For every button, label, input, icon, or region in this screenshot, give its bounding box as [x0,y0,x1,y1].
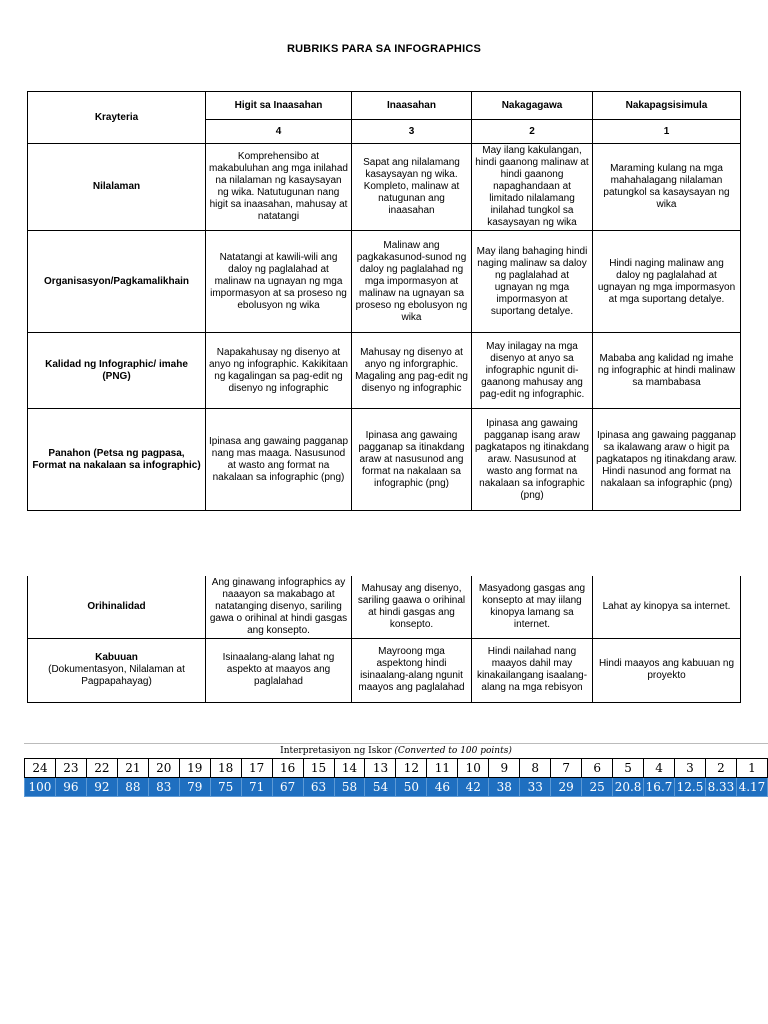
rubric-cell: Komprehensibo at makabuluhan ang mga inilahad na nilalaman ng kasaysayan ng wika. Natutugunan nang higit sa inaasahan, mahusay at natatangi [206,144,352,231]
raw-score-cell: 13 [365,759,396,778]
raw-score-cell: 22 [86,759,117,778]
criterion-subtitle: (Dokumentasyon, Nilalaman at Pagpapahayag) [48,664,185,687]
rubric-cell: Ipinasa ang gawaing pagganap nang mas maaga. Nasusunod at wasto ang format na nakalaan sa infographic (png) [206,409,352,511]
points-header: 4 [206,120,352,144]
rubric-cell: Napakahusay ng disenyo at anyo ng infographic. Kakikitaan ng kagalingan sa pag-edit ng disenyo ng infographic [206,333,352,409]
level-header: Nakapagsisimula [593,92,741,120]
criterion-label: Orihinalidad [28,576,206,638]
level-header: Nakagagawa [472,92,593,120]
rubric-cell: Hindi nailahad nang maayos dahil may kinakailangang isaalang-alang na mga rebisyon [472,638,593,702]
converted-score-cell: 4.17 [736,778,767,797]
raw-score-cell: 17 [241,759,272,778]
raw-score-cell: 23 [55,759,86,778]
converted-score-cell: 16.7 [644,778,675,797]
converted-score-cell: 75 [210,778,241,797]
raw-score-cell: 14 [334,759,365,778]
level-header: Higit sa Inaasahan [206,92,352,120]
converted-score-cell: 50 [396,778,427,797]
table-row [28,144,741,231]
rubric-cell: Masyadong gasgas ang konsepto at may iilang kinopya lamang sa internet. [472,576,593,638]
rubric-cell: May ilang bahaging hindi naging malinaw sa daloy ng paglalahad at ugnayan ng mga impormasyon at suportang detalye. [472,231,593,333]
converted-score-cell: 63 [303,778,334,797]
criteria-header: Krayteria [28,92,206,144]
raw-score-cell: 3 [675,759,706,778]
raw-score-cell: 1 [736,759,767,778]
rubric-cell: Lahat ay kinopya sa internet. [593,576,741,638]
converted-score-cell: 100 [25,778,56,797]
rubric-cell: May ilang kakulangan, hindi gaanong malinaw at hindi gaanong napaghandaan at limitado nilalamang inilahad tungkol sa kasaysayan ng wika [472,144,593,231]
table-row [28,409,741,511]
rubric-cell: Ang ginawang infographics ay naaayon sa makabago at natatanging disenyo, sariling gawa o orihinal at hindi gasgas ang konsepto. [206,576,352,638]
rubric-cell: Mayroong mga aspektong hindi isinaalang-alang ngunit maayos ang paglalahad [352,638,472,702]
table-row [28,576,741,638]
table-row [28,231,741,333]
raw-score-cell: 12 [396,759,427,778]
raw-score-cell: 19 [179,759,210,778]
raw-score-cell: 24 [25,759,56,778]
rubric-cell: Ipinasa ang gawaing pagganap isang araw pagkatapos ng itinakdang araw. Nasusunod at wasto ang format na nakalaan sa infographic (png) [472,409,593,511]
raw-score-cell: 6 [582,759,613,778]
raw-score-cell: 20 [148,759,179,778]
raw-score-cell: 8 [520,759,551,778]
rubric-cell: Hindi maayos ang kabuuan ng proyekto [593,638,741,702]
converted-score-cell: 71 [241,778,272,797]
rubric-cell: Sapat ang nilalamang kasaysayan ng wika. Kompleto, malinaw at natugunan ang inaasahan [352,144,472,231]
raw-score-cell: 2 [705,759,736,778]
interpretation-note: (Converted to 100 points) [394,746,512,756]
criterion-label: Kalidad ng Infographic/ imahe (PNG) [28,333,206,409]
rubric-cell: Isinaalang-alang lahat ng aspekto at maayos ang paglalahad [206,638,352,702]
converted-score-cell: 92 [86,778,117,797]
rubric-cell: May inilagay na mga disenyo at anyo sa infographic ngunit di-gaanong mahusay ang pag-edit ng infographic. [472,333,593,409]
criterion-label: Panahon (Petsa ng pagpasa, Format na nakalaan sa infographic) [28,409,206,511]
table-row [28,333,741,409]
raw-score-cell: 18 [210,759,241,778]
criterion-label [28,638,206,702]
raw-score-cell: 4 [644,759,675,778]
converted-score-cell: 46 [427,778,458,797]
rubric-cell: Hindi naging malinaw ang daloy ng paglalahad at ugnayan ng mga impormasyon at mga suportang detalye. [593,231,741,333]
score-interpretation-title [24,743,768,758]
converted-score-cell: 83 [148,778,179,797]
points-header: 2 [472,120,593,144]
raw-score-cell: 9 [489,759,520,778]
converted-score-cell: 20.8 [613,778,644,797]
rubric-cell: Mahusay ng disenyo at anyo ng inforgraphic. Magaling ang pag-edit ng disenyo ng infographic [352,333,472,409]
rubric-cell: Malinaw ang pagkakasunod-sunod ng daloy ng paglalahad ng mga impormasyon at malinaw na ugnayan sa proseso ng ebolusyon ng wika [352,231,472,333]
raw-score-cell: 10 [458,759,489,778]
points-header: 3 [352,120,472,144]
criterion-label: Nilalaman [28,144,206,231]
converted-score-cell: 58 [334,778,365,797]
converted-score-cell: 33 [520,778,551,797]
converted-score-row [25,778,768,797]
converted-score-cell: 54 [365,778,396,797]
raw-score-cell: 15 [303,759,334,778]
level-header: Inaasahan [352,92,472,120]
converted-score-cell: 96 [55,778,86,797]
rubric-cell: Natatangi at kawili-wili ang daloy ng paglalahad at malinaw na ugnayan ng mga impormasyon at sa proseso ng ebolusyon ng wika [206,231,352,333]
converted-score-cell: 25 [582,778,613,797]
raw-score-cell: 11 [427,759,458,778]
converted-score-cell: 29 [551,778,582,797]
converted-score-cell: 8.33 [705,778,736,797]
table-row [28,638,741,702]
criterion-label: Organisasyon/Pagkamalikhain [28,231,206,333]
interpretation-label: Interpretasiyon ng Iskor [280,746,392,756]
converted-score-cell: 12.5 [675,778,706,797]
rubric-cell: Ipinasa ang gawaing pagganap sa itinakdang araw at nasusunod ang format na nakalaan sa infographic (png) [352,409,472,511]
converted-score-cell: 88 [117,778,148,797]
converted-score-cell: 38 [489,778,520,797]
raw-score-cell: 21 [117,759,148,778]
rubric-table-main [27,91,741,511]
header-row [28,92,741,120]
converted-score-cell: 42 [458,778,489,797]
rubric-table-continued [27,576,741,703]
page-title: RUBRIKS PARA SA INFOGRAPHICS [286,43,482,55]
raw-score-cell: 5 [613,759,644,778]
criterion-title: Kabuuan [95,652,138,663]
raw-score-row [25,759,768,778]
converted-score-cell: 67 [272,778,303,797]
rubric-cell: Maraming kulang na mga mahahalagang nilalaman patungkol sa kasaysayan ng wika [593,144,741,231]
points-header: 1 [593,120,741,144]
score-conversion-table [24,758,768,797]
rubric-cell: Mababa ang kalidad ng imahe ng infographic at hindi malinaw sa mambabasa [593,333,741,409]
raw-score-cell: 16 [272,759,303,778]
converted-score-cell: 79 [179,778,210,797]
rubric-cell: Ipinasa ang gawaing pagganap sa ikalawang araw o higit pa pagkatapos ng itinakdang araw. Hindi nasunod ang format na nakalaan sa infographic (png) [593,409,741,511]
rubric-cell: Mahusay ang disenyo, sariling gaawa o orihinal at hindi gasgas ang konsepto. [352,576,472,638]
raw-score-cell: 7 [551,759,582,778]
